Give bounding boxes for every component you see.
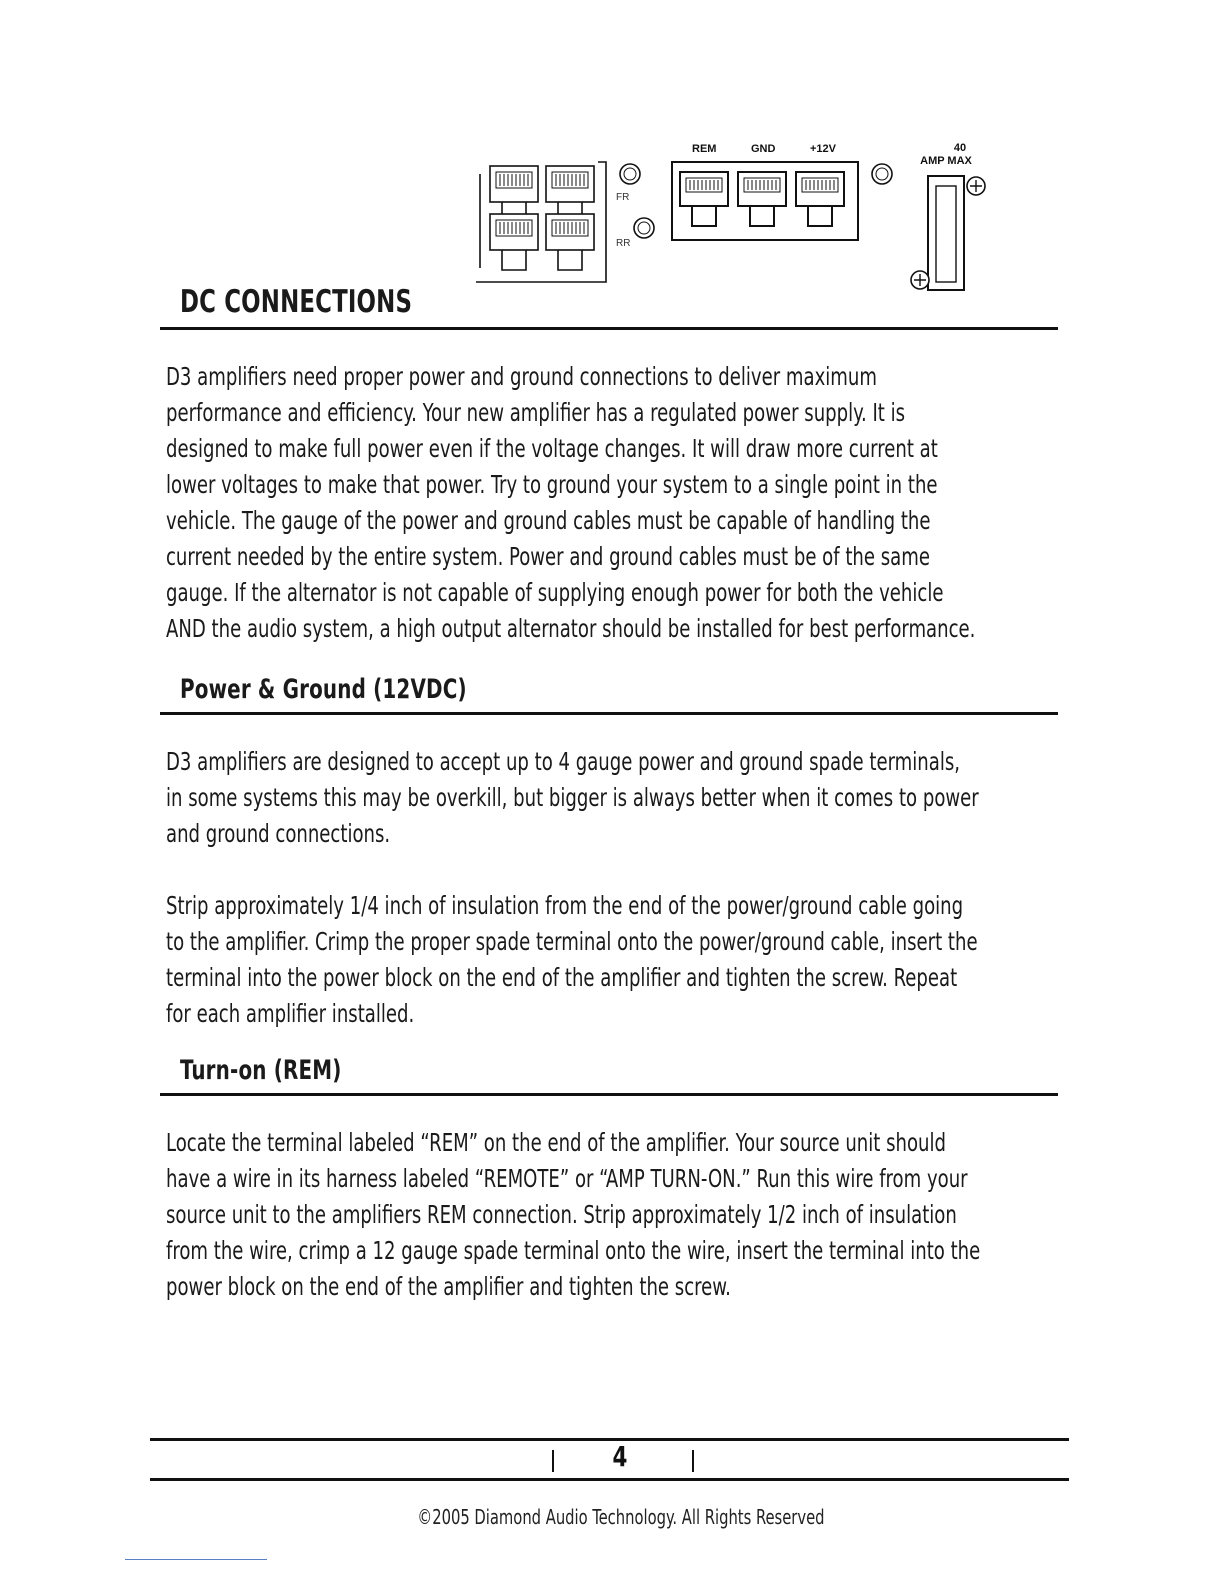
paragraph-line: AND the audio system, a high output alternator should be installed for best performance. <box>166 614 976 643</box>
paragraph-line: to the amplifier. Crimp the proper spade terminal onto the power/ground cable, insert the <box>166 927 978 956</box>
fr-led-icon <box>620 164 640 184</box>
section-title-dc-connections: DC CONNECTIONS <box>180 284 413 320</box>
paragraph-line: Strip approximately 1/4 inch of insulation from the end of the power/ground cable going <box>166 891 964 920</box>
paragraph-line: Locate the terminal labeled “REM” on the end of the amplifier. Your source unit should <box>166 1128 946 1157</box>
paragraph-line: D3 amplifiers need proper power and ground connections to deliver maximum <box>166 362 877 391</box>
power-terminal-block <box>672 162 858 240</box>
amplifier-terminal-diagram <box>470 138 1000 298</box>
section-title-turn-on: Turn-on (REM) <box>180 1055 342 1086</box>
power-terminal-ribs <box>686 178 838 192</box>
turn-on-paragraph <box>166 1125 1052 1305</box>
power-ground-paragraph-2 <box>166 888 1052 1032</box>
paragraph-line: performance and efficiency. Your new amplifier has a regulated power supply. It is <box>166 398 906 427</box>
fuse-holder <box>928 176 964 290</box>
section-divider <box>160 712 1058 715</box>
section-divider <box>160 327 1058 330</box>
page-number: 4 <box>612 1440 628 1473</box>
rr-led-icon <box>634 218 654 238</box>
section-divider <box>160 1093 1058 1096</box>
paragraph-line: terminal into the power block on the end of the amplifier and tighten the screw. Repeat <box>166 963 958 992</box>
rr-label: RR <box>616 238 631 249</box>
page-number-separator <box>552 1450 554 1472</box>
power-ground-paragraph-1 <box>166 744 1052 852</box>
speaker-terminal-ribs <box>500 174 584 234</box>
terminal-diagram-svg <box>470 138 1000 298</box>
paragraph-line: vehicle. The gauge of the power and ground cables must be capable of handling the <box>166 506 931 535</box>
fuse-max-label: AMP MAX <box>920 155 972 167</box>
page-edge-line <box>125 1559 267 1560</box>
speaker-terminal-block <box>476 162 606 282</box>
paragraph-line: from the wire, crimp a 12 gauge spade terminal onto the wire, insert the terminal into the <box>166 1236 981 1265</box>
paragraph-line: designed to make full power even if the voltage changes. It will draw more current at <box>166 434 938 463</box>
plus12v-terminal-label: +12V <box>810 143 836 155</box>
paragraph-line: in some systems this may be overkill, but bigger is always better when it comes to power <box>166 783 979 812</box>
footer-bottom-rule <box>150 1478 1069 1481</box>
dc-connections-paragraph <box>166 359 1052 647</box>
paragraph-line: lower voltages to make that power. Try to ground your system to a single point in the <box>166 470 938 499</box>
fuse-rating-label: 40 <box>953 142 967 154</box>
paragraph-line: power block on the end of the amplifier and tighten the screw. <box>166 1272 731 1301</box>
paragraph-line: and ground connections. <box>166 819 391 848</box>
paragraph-line: current needed by the entire system. Power and ground cables must be of the same <box>166 542 930 571</box>
power-led-icon <box>872 164 892 184</box>
rem-terminal-label: REM <box>692 143 717 155</box>
copyright-notice: ©2005 Diamond Audio Technology. All Rights Reserved <box>417 1505 825 1529</box>
paragraph-line: source unit to the amplifiers REM connection. Strip approximately 1/2 inch of insulation <box>166 1200 957 1229</box>
paragraph-line: for each amplifier installed. <box>166 999 415 1028</box>
page-number-separator <box>692 1450 694 1472</box>
paragraph-line: have a wire in its harness labeled “REMOTE” or “AMP TURN-ON.” Run this wire from your <box>166 1164 968 1193</box>
paragraph-line: gauge. If the alternator is not capable of supplying enough power for both the vehicle <box>166 578 944 607</box>
paragraph-line: D3 amplifiers are designed to accept up to 4 gauge power and ground spade terminals, <box>166 747 961 776</box>
section-title-power-ground: Power & Ground (12VDC) <box>180 674 467 705</box>
fuse-screw-icon <box>911 177 985 289</box>
gnd-terminal-label: GND <box>751 143 776 155</box>
fr-label: FR <box>616 192 630 203</box>
